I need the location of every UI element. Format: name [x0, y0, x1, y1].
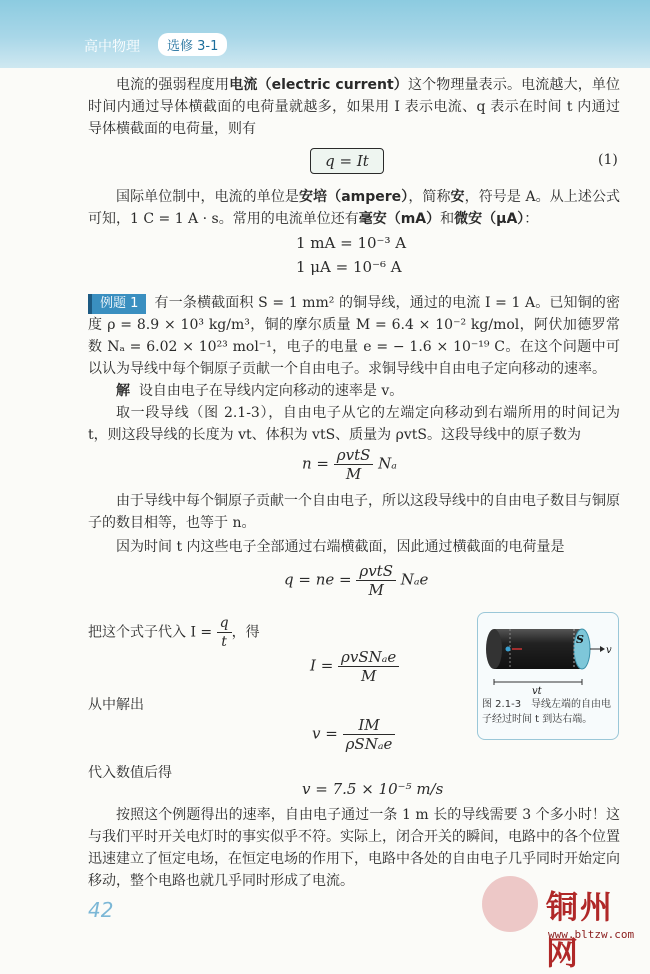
subject-title: 高中物理 — [84, 39, 140, 55]
paragraph-solve: 从中解出 — [88, 697, 144, 713]
page-header — [0, 0, 650, 68]
fraction-v: $\frac{IM}{\text{ρSNₐe}}$ — [343, 716, 396, 753]
label-vt: vt — [532, 686, 542, 697]
fraction-q: $\frac{\text{ρvtS}}{M}$ — [356, 562, 396, 599]
velocity-arrowhead — [600, 646, 605, 652]
wire-left-end — [486, 629, 502, 669]
term-ampere: 安培（ampere） — [298, 189, 409, 205]
term-current: 电流（electric current） — [229, 77, 408, 93]
watermark-logo-icon — [482, 876, 538, 932]
watermark-name: 铜州网 — [546, 888, 615, 972]
paragraph-current-definition: 电流的强弱程度用电流（electric current）这个物理量表示。电流越大，单位时间内通过导体横截面的电荷量就越多，如果用 I 表示电流、q 表示在时间 t 内通过导体横截面的电荷量，则有 — [88, 77, 621, 137]
label-s: S — [576, 633, 584, 646]
paragraph-electron-count: 由于导线中每个铜原子贡献一个自由电子，所以这段导线中的自由电子数目与铜原子的数目相等，也等于 n。 — [88, 493, 620, 531]
paragraph-substitute: 把这个式子代入 I = $\frac{q}{t}$ ，得 — [88, 615, 260, 650]
term-an: 安 — [450, 189, 465, 205]
paragraph-units: 国际单位制中，电流的单位是安培（ampere），简称安，符号是 A。从上述公式可知，1 C = 1 A · s。常用的电流单位还有毫安（mA）和微安（μA）： — [88, 189, 621, 227]
watermark — [474, 870, 644, 972]
equation-1: q = It — [310, 148, 384, 174]
paragraph-charge: 因为时间 t 内这些电子全部通过右端横截面，因此通过横截面的电荷量是 — [116, 539, 565, 555]
figure-caption: 图 2.1-3 导线左端的自由电子经过时间 t 到达右端。 — [482, 699, 612, 725]
solution-label: 解 — [116, 383, 130, 399]
solution-intro: 解 设自由电子在导线内定向移动的速率是 v。 — [116, 383, 404, 399]
equation-1-number: (1) — [598, 152, 618, 168]
equation-milliampere: 1 mA = 10⁻³ A — [296, 234, 407, 252]
equation-v: v = $\frac{IM}{\text{ρSNₐe}}$ — [312, 716, 395, 753]
paragraph-numeric: 代入数值后得 — [88, 765, 172, 781]
equation-I: I = $\frac{\text{ρvSNₐe}}{M}$ — [310, 648, 399, 685]
electron-dot — [506, 647, 511, 652]
term-microampere: 微安（μA） — [454, 211, 525, 227]
paragraph-conclusion: 按照这个例题得出的速率，自由电子通过一条 1 m 长的导线需要 3 个多小时！这与我们平时开关电灯时的事实似乎不符。实际上，闭合开关的瞬间，电路中的各个位置迅速建立了恒定电场，在恒定电场的作用下，电路中各处的自由电子几乎同时开始定向移动，整个电路也就几乎同时形成了电流。 — [88, 807, 620, 889]
fraction-n: $\frac{\text{ρvtS}}{M}$ — [334, 446, 374, 483]
equation-microampere: 1 μA = 10⁻⁶ A — [296, 258, 402, 276]
equation-result: v = 7.5 × 10⁻⁵ m/s — [302, 780, 444, 798]
watermark-url: www.bltzw.com — [548, 928, 635, 941]
wire-diagram — [478, 613, 618, 699]
example-text: 有一条横截面积 S = 1 mm² 的铜导线，通过的电流 I = 1 A。已知铜的密度 ρ = 8.9 × 10³ kg/m³，铜的摩尔质量 M = 6.4 × 10⁻² kg/mol，阿伏加德罗常数 Nₐ = 6.02 × 10²³ mol⁻¹，电子的电量 e = − 1.6 × 10⁻¹⁹ C。在这个问题中可以认为导线中每个铜原子贡献一个自由电子。求铜导线中自由电子定向移动的速率。 — [88, 295, 620, 377]
paragraph-segment: 取一段导线（图 2.1-3），自由电子从它的左端定向移动到右端所用的时间记为 t，则这段导线的长度为 vt、体积为 vtS、质量为 ρvtS。这段导线中的原子数为 — [88, 405, 620, 443]
example-badge: 例题 1 — [88, 294, 146, 314]
equation-n: n = $\frac{\text{ρvtS}}{M}$ Nₐ — [302, 446, 397, 483]
label-v: v — [606, 645, 612, 656]
fraction-I: $\frac{\text{ρvSNₐe}}{M}$ — [338, 648, 399, 685]
page-number: 42 — [88, 898, 114, 922]
volume-tag: 选修 3-1 — [158, 33, 227, 56]
example-1 — [88, 292, 620, 380]
fraction-q-over-t: $\frac{q}{t}$ — [217, 614, 232, 651]
equation-q: q = ne = $\frac{\text{ρvtS}}{M}$ Nₐe — [284, 562, 429, 599]
term-milliampere: 毫安（mA） — [358, 211, 441, 227]
